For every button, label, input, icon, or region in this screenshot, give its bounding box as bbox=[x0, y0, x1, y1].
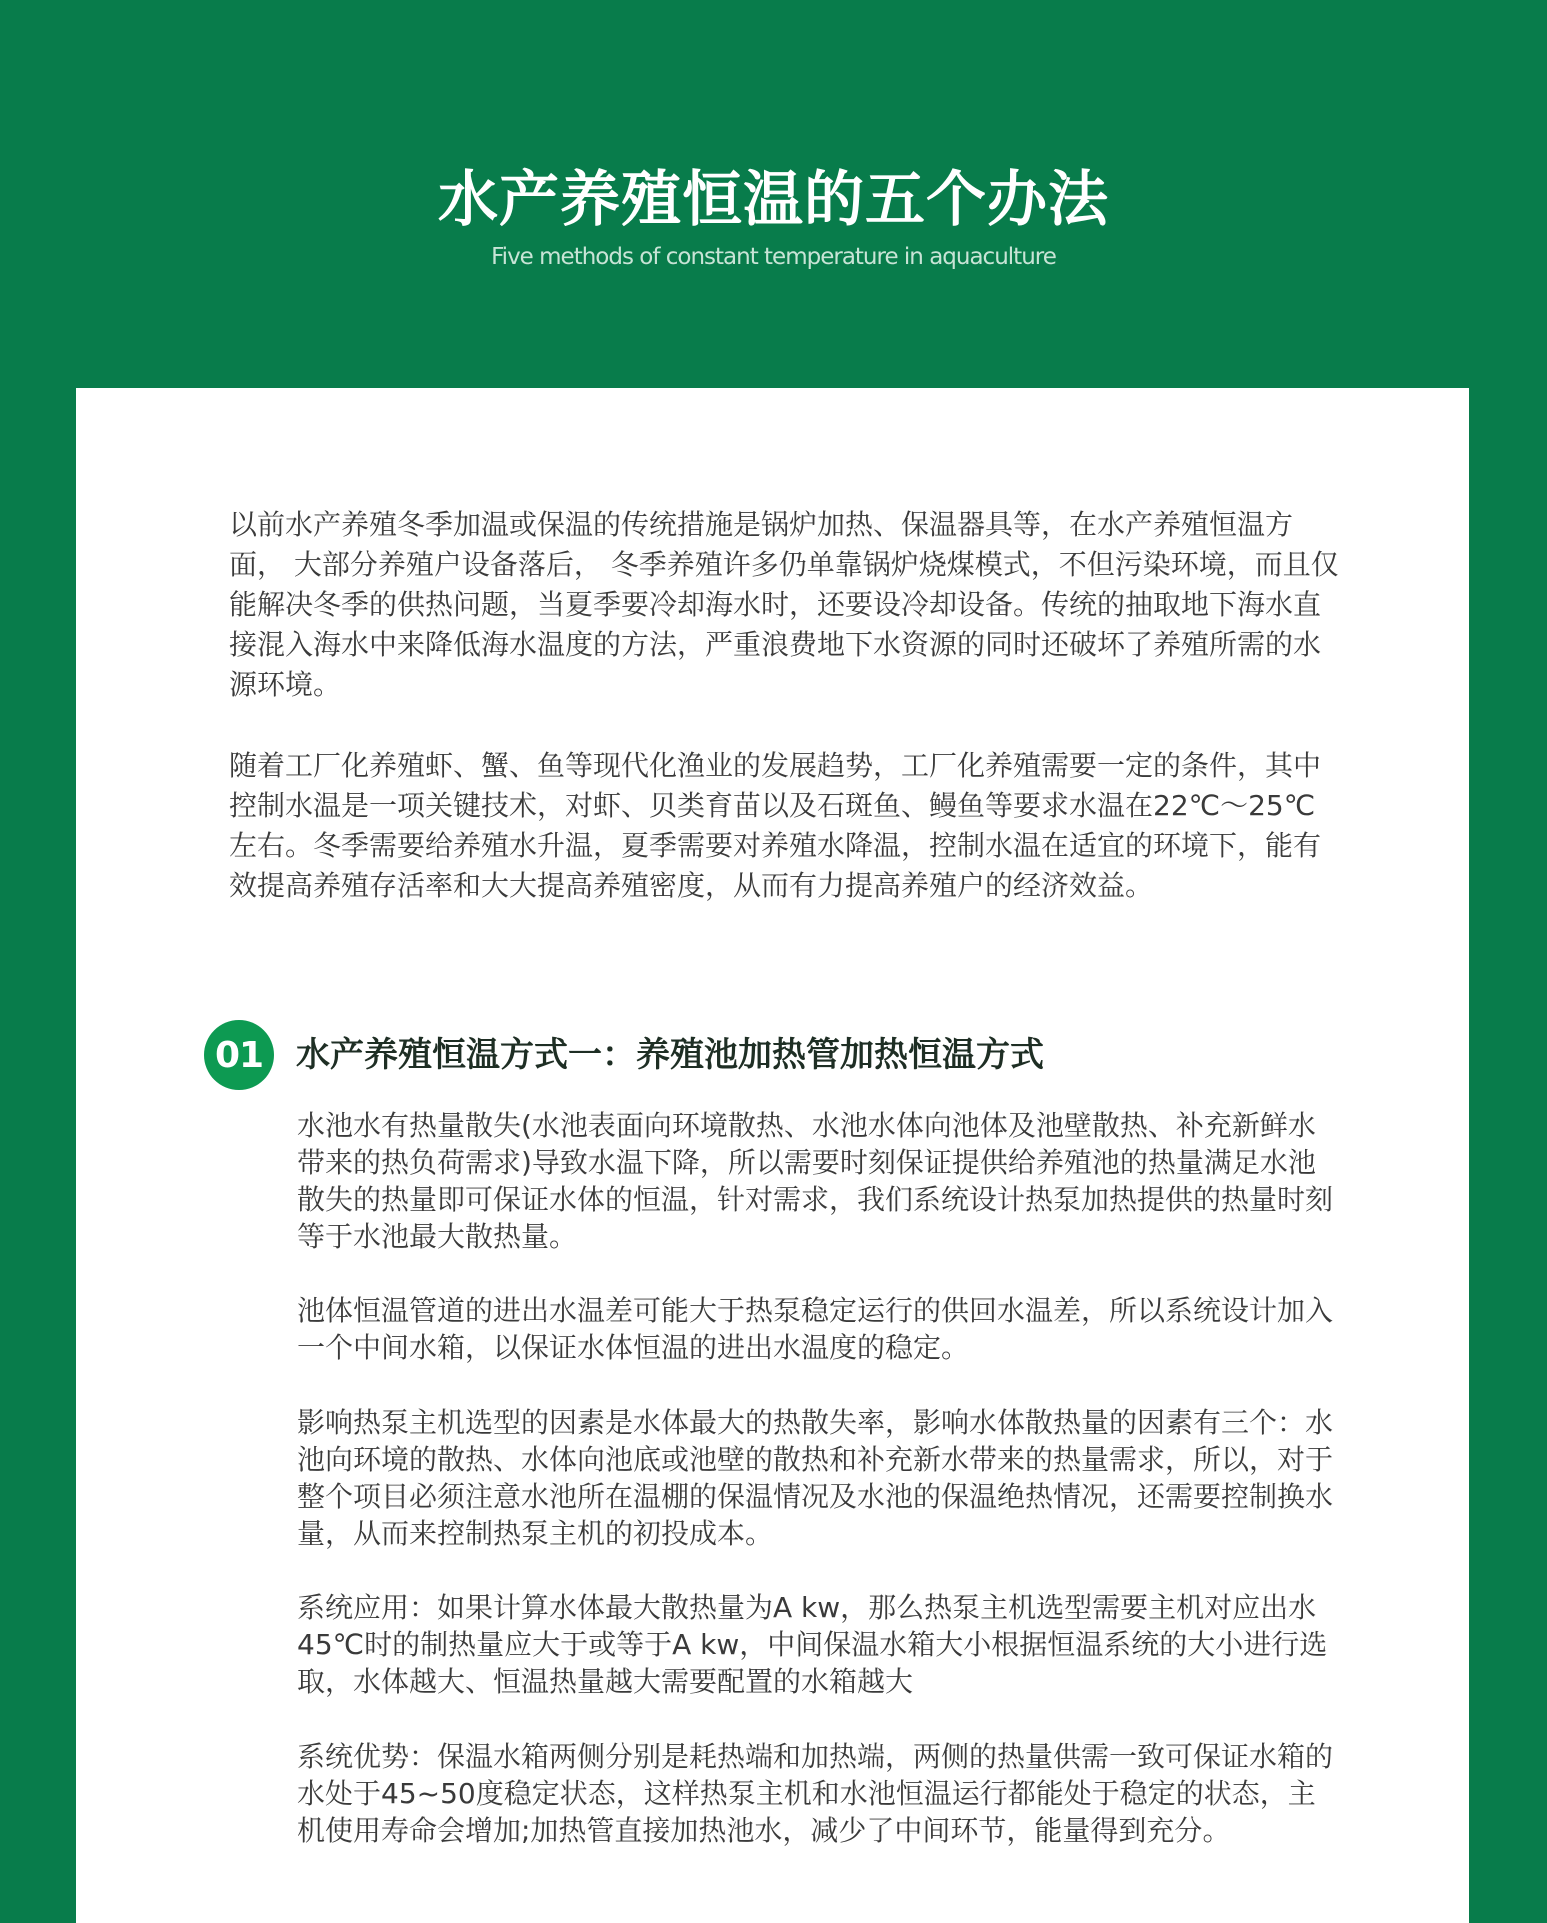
section-number-badge: 01 bbox=[204, 1020, 274, 1090]
section-paragraph: 水池水有热量散失(水池表面向环境散热、水池水体向池体及池壁散热、补充新鲜水带来的热负荷需求)导致水温下降，所以需要时刻保证提供给养殖池的热量满足水池散失的热量即可保证水体的恒温，针对需求，我们系统设计热泵加热提供的热量时刻等于水池最大散热量。 bbox=[297, 1109, 1334, 1253]
page-subtitle: Five methods of constant temperature in aquaculture bbox=[491, 244, 1056, 270]
intro-paragraph: 随着工厂化养殖虾、蟹、鱼等现代化渔业的发展趋势，工厂化养殖需要一定的条件，其中控制水温是一项关键技术，对虾、贝类育苗以及石斑鱼、鳗鱼等要求水温在22℃～25℃左右。冬季需要给养殖水升温，夏季需要对养殖水降温，控制水温在适宜的环境下，能有效提高养殖存活率和大大提高养殖密度，从而有力提高养殖户的经济效益。 bbox=[229, 749, 1322, 902]
intro-paragraph: 以前水产养殖冬季加温或保温的传统措施是锅炉加热、保温器具等，在水产养殖恒温方面， 大部分养殖户设备落后， 冬季养殖许多仍单靠锅炉烧煤模式，不但污染环境，而且仅能解决冬季的供热问题，当夏季要冷却海水时，还要设冷却设备。传统的抽取地下海水直接混入海水中来降低海水温度的方法，严重浪费地下水资源的同时还破坏了养殖所需的水源环境。 bbox=[229, 508, 1339, 701]
section-paragraph: 系统优势：保温水箱两侧分别是耗热端和加热端，两侧的热量供需一致可保证水箱的水处于45~50度稳定状态，这样热泵主机和水池恒温运行都能处于稳定的状态，主机使用寿命会增加;加热管直接加热池水，减少了中间环节，能量得到充分。 bbox=[297, 1740, 1334, 1847]
section-paragraph: 系统应用：如果计算水体最大散热量为A kw，那么热泵主机选型需要主机对应出水45℃时的制热量应大于或等于A kw，中间保温水箱大小根据恒温系统的大小进行选取，水体越大、恒温热量越大需要配置的水箱越大 bbox=[297, 1591, 1328, 1698]
page-title: 水产养殖恒温的五个办法 bbox=[438, 165, 1109, 235]
header-banner bbox=[0, 0, 1547, 388]
section-paragraph: 影响热泵主机选型的因素是水体最大的热散失率，影响水体散热量的因素有三个：水池向环境的散热、水体向池底或池壁的散热和补充新水带来的热量需求，所以，对于整个项目必须注意水池所在温棚的保温情况及水池的保温绝热情况，还需要控制换水量，从而来控制热泵主机的初投成本。 bbox=[297, 1406, 1334, 1550]
section-title: 水产养殖恒温方式一：养殖池加热管加热恒温方式 bbox=[296, 1035, 1044, 1075]
section-heading bbox=[204, 1020, 1044, 1090]
section-paragraph: 池体恒温管道的进出水温差可能大于热泵稳定运行的供回水温差，所以系统设计加入一个中间水箱，以保证水体恒温的进出水温度的稳定。 bbox=[297, 1294, 1334, 1364]
